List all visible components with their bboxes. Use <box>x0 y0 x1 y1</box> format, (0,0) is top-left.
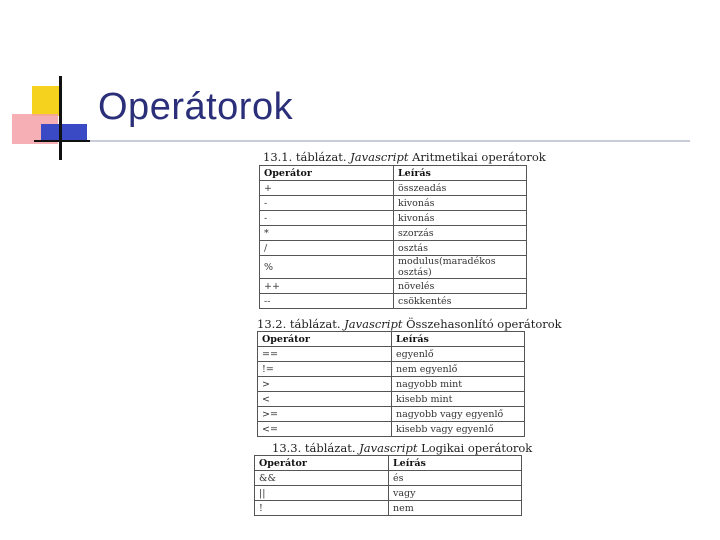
operator-cell: * <box>260 226 394 241</box>
column-header: Leírás <box>394 166 527 181</box>
description-cell: növelés <box>394 279 527 294</box>
table-row <box>258 422 525 437</box>
operator-cell: ++ <box>260 279 394 294</box>
description-cell: csökkentés <box>394 294 527 309</box>
table-caption-logical <box>272 441 532 455</box>
caption-prefix: 13.3. táblázat. <box>272 441 356 455</box>
table-row <box>260 226 527 241</box>
table-row <box>260 256 527 279</box>
description-cell: egyenlő <box>392 347 525 362</box>
operator-cell: >= <box>258 407 392 422</box>
table-row <box>258 377 525 392</box>
caption-italic: Javascript <box>350 150 409 164</box>
table-row <box>255 471 522 486</box>
description-cell: kisebb mint <box>392 392 525 407</box>
description-cell: nagyobb mint <box>392 377 525 392</box>
logical-operators-table <box>254 455 522 516</box>
description-cell: vagy <box>389 486 522 501</box>
operator-cell: != <box>258 362 392 377</box>
caption-suffix: Összehasonlító operátorok <box>406 317 562 331</box>
table-header-row <box>260 166 527 181</box>
description-cell: modulus(maradékos osztás) <box>394 256 527 279</box>
arithmetic-operators-table <box>259 165 527 309</box>
description-cell: osztás <box>394 241 527 256</box>
column-header: Operátor <box>260 166 394 181</box>
operator-cell: < <box>258 392 392 407</box>
table-row <box>260 279 527 294</box>
description-cell: szorzás <box>394 226 527 241</box>
table-row <box>258 392 525 407</box>
caption-suffix: Logikai operátorok <box>421 441 533 455</box>
description-cell: kivonás <box>394 211 527 226</box>
operator-cell: / <box>260 241 394 256</box>
table-row <box>260 211 527 226</box>
operator-cell: - <box>260 196 394 211</box>
decor-vertical-line <box>59 76 62 160</box>
table-caption-arithmetic <box>263 150 546 164</box>
description-cell: nem <box>389 501 522 516</box>
description-cell: nagyobb vagy egyenlő <box>392 407 525 422</box>
table-row <box>255 501 522 516</box>
operator-cell: ! <box>255 501 389 516</box>
column-header: Leírás <box>389 456 522 471</box>
operator-cell: % <box>260 256 394 279</box>
table-header-row <box>255 456 522 471</box>
description-cell: nem egyenlő <box>392 362 525 377</box>
table-caption-comparison <box>257 317 562 331</box>
operator-cell: - <box>260 211 394 226</box>
column-header: Operátor <box>258 332 392 347</box>
description-cell: kisebb vagy egyenlő <box>392 422 525 437</box>
table-row <box>260 196 527 211</box>
operator-cell: -- <box>260 294 394 309</box>
operator-cell: <= <box>258 422 392 437</box>
decor-yellow-square <box>32 86 62 116</box>
table-row <box>258 407 525 422</box>
caption-italic: Javascript <box>344 317 403 331</box>
operator-cell: && <box>255 471 389 486</box>
description-cell: és <box>389 471 522 486</box>
table-row <box>260 241 527 256</box>
title-underline <box>90 140 690 142</box>
caption-italic: Javascript <box>359 441 418 455</box>
table-row <box>258 362 525 377</box>
caption-prefix: 13.1. táblázat. <box>263 150 347 164</box>
table-row <box>255 486 522 501</box>
table-row <box>260 181 527 196</box>
operator-cell: > <box>258 377 392 392</box>
operator-cell: || <box>255 486 389 501</box>
decor-horizontal-line <box>34 140 94 142</box>
operator-cell: + <box>260 181 394 196</box>
caption-suffix: Aritmetikai operátorok <box>412 150 546 164</box>
description-cell: kivonás <box>394 196 527 211</box>
column-header: Leírás <box>392 332 525 347</box>
table-row <box>260 294 527 309</box>
operator-cell: == <box>258 347 392 362</box>
comparison-operators-table <box>257 331 525 437</box>
page-title: Operátorok <box>98 86 294 128</box>
caption-prefix: 13.2. táblázat. <box>257 317 341 331</box>
description-cell: összeadás <box>394 181 527 196</box>
table-header-row <box>258 332 525 347</box>
column-header: Operátor <box>255 456 389 471</box>
table-row <box>258 347 525 362</box>
